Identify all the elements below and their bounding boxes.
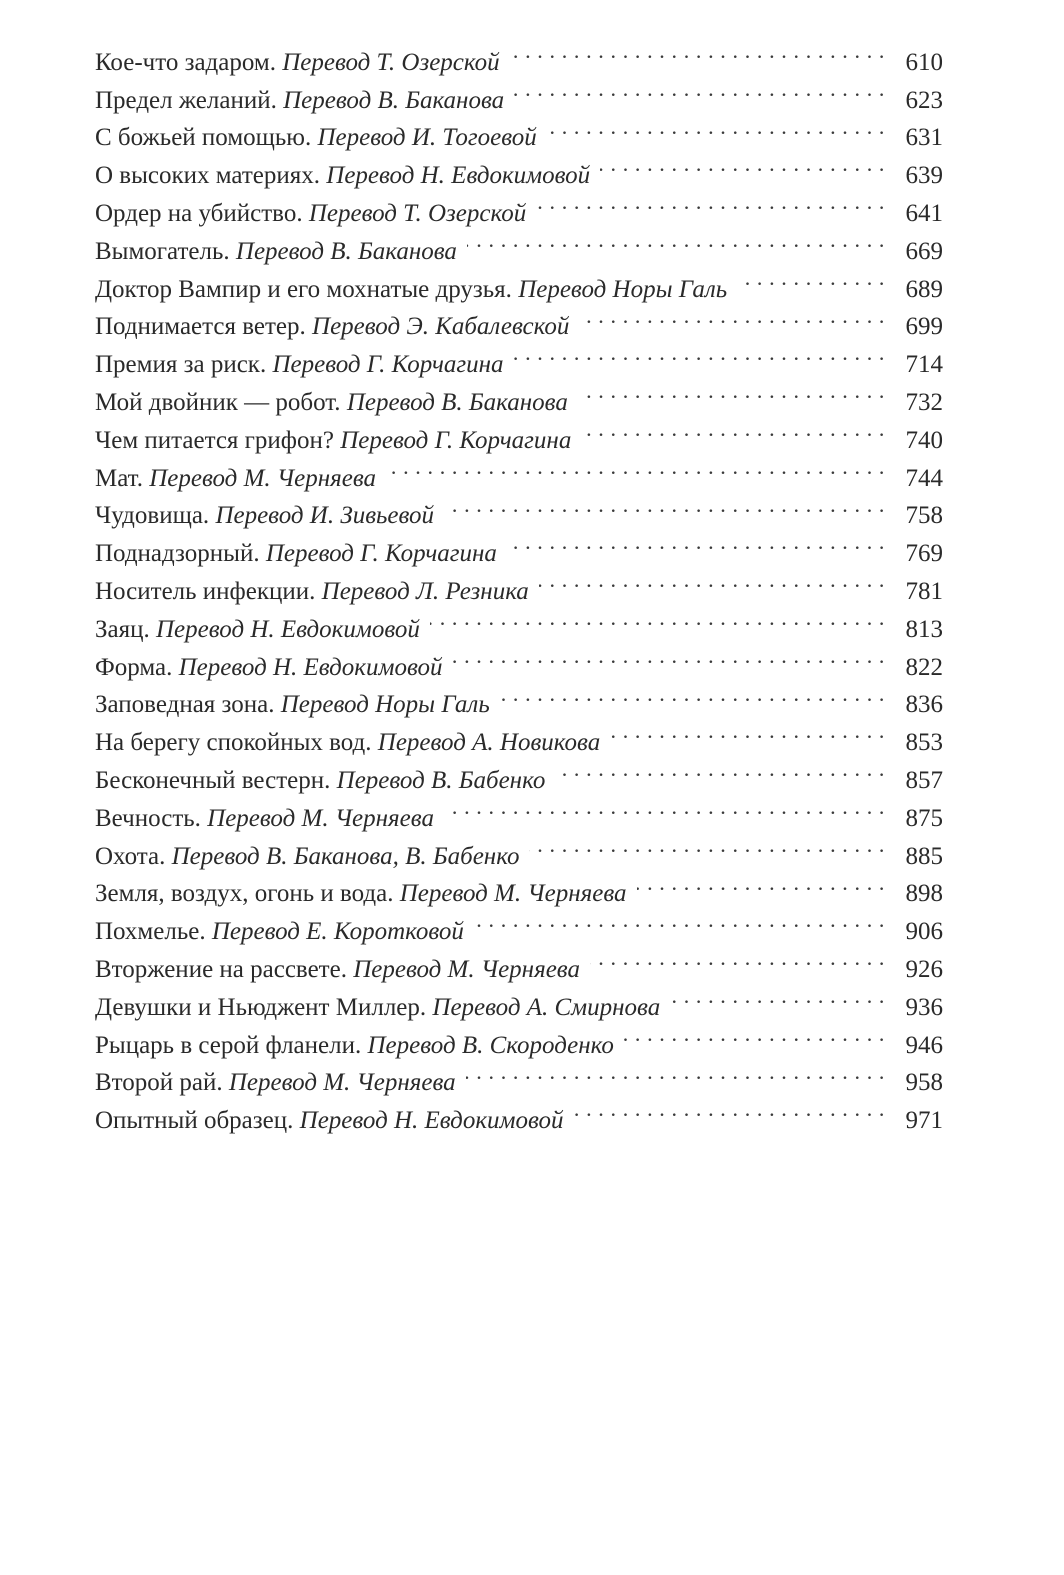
entry-page-number: 699 <box>905 313 943 341</box>
entry-title: Мой двойник — робот. <box>95 388 341 416</box>
table-of-contents <box>95 32 943 1135</box>
dot-leader <box>452 637 889 675</box>
entry-page-number: 813 <box>905 615 943 643</box>
entry-translator: Перевод В. Баканова <box>283 86 505 114</box>
entry-page-number: 946 <box>905 1031 943 1059</box>
entry-translator: Перевод Н. Евдокимовой <box>178 653 443 681</box>
entry-title: Охота. <box>95 842 166 870</box>
dot-leader <box>539 561 889 599</box>
entry-page-number: 875 <box>905 804 943 832</box>
dot-leader <box>547 108 889 146</box>
entry-title: Похмелье. <box>95 918 206 946</box>
entry-title: С божьей помощью. <box>95 124 312 152</box>
entry-translator: Перевод И. Зивьевой <box>215 502 435 530</box>
dot-leader <box>578 372 889 410</box>
entry-title: Опытный образец. <box>95 1107 294 1135</box>
entry-title: Рыцарь в серой фланели. <box>95 1031 362 1059</box>
entry-title: Поднимается ветер. <box>95 313 306 341</box>
entry-title: Земля, воздух, огонь и вода. <box>95 880 394 908</box>
entry-translator: Перевод Г. Корчагина <box>340 426 572 454</box>
entry-title: Бесконечный вестерн. <box>95 766 331 794</box>
dot-leader <box>637 864 889 902</box>
dot-leader <box>510 32 889 70</box>
entry-page-number: 936 <box>905 993 943 1021</box>
entry-page-number: 853 <box>905 729 943 757</box>
entry-page-number: 885 <box>905 842 943 870</box>
entry-title: Второй рай. <box>95 1069 223 1097</box>
entry-translator: Перевод М. Черняева <box>149 464 377 492</box>
entry-title: Доктор Вампир и его мохнатые друзья. <box>95 275 512 303</box>
entry-page-number: 639 <box>905 162 943 190</box>
entry-translator: Перевод Е. Коротковой <box>211 918 464 946</box>
dot-leader <box>581 410 889 448</box>
entry-page-number: 822 <box>905 653 943 681</box>
entry-translator: Перевод М. Черняева <box>399 880 627 908</box>
entry-page-number: 906 <box>905 918 943 946</box>
dot-leader <box>466 1053 889 1091</box>
entry-translator: Перевод Норы Галь <box>280 691 490 719</box>
entry-page-number: 669 <box>905 237 943 265</box>
entry-page-number: 857 <box>905 766 943 794</box>
entry-title: Вымогатель. <box>95 237 230 265</box>
entry-title: Чем питается грифон? <box>95 426 334 454</box>
entry-page-number: 641 <box>905 199 943 227</box>
entry-page-number: 631 <box>905 124 943 152</box>
entry-page-number: 769 <box>905 540 943 568</box>
entry-translator: Перевод Н. Евдокимовой <box>299 1107 564 1135</box>
entry-page-number: 740 <box>905 426 943 454</box>
entry-title: Девушки и Ньюджент Миллер. <box>95 993 427 1021</box>
entry-title: Форма. <box>95 653 173 681</box>
entry-page-number: 781 <box>905 577 943 605</box>
dot-leader <box>600 145 889 183</box>
entry-translator: Перевод М. Черняева <box>228 1069 456 1097</box>
entry-translator: Перевод В. Бабенко <box>336 766 546 794</box>
entry-page-number: 758 <box>905 502 943 530</box>
entry-title: Ордер на убийство. <box>95 199 303 227</box>
entry-title: Мат. <box>95 464 143 492</box>
entry-translator: Перевод И. Тогоевой <box>317 124 537 152</box>
entry-translator: Перевод Норы Галь <box>518 275 728 303</box>
entry-title: Вечность. <box>95 804 201 832</box>
dot-leader <box>514 70 889 108</box>
dot-leader <box>737 259 889 297</box>
dot-leader <box>590 939 889 977</box>
dot-leader <box>529 826 889 864</box>
dot-leader <box>430 599 889 637</box>
dot-leader <box>386 448 889 486</box>
dot-leader <box>579 297 889 335</box>
entry-translator: Перевод А. Смирнова <box>432 993 661 1021</box>
entry-page-number: 714 <box>905 351 943 379</box>
dot-leader <box>610 712 889 750</box>
entry-translator: Перевод Н. Евдокимовой <box>156 615 420 643</box>
entry-title: Заповедная зона. <box>95 691 275 719</box>
entry-title: Вторжение на рассвете. <box>95 955 347 983</box>
entry-title: Заяц. <box>95 615 150 643</box>
entry-translator: Перевод Т. Озерской <box>308 199 527 227</box>
entry-translator: Перевод Э. Кабалевской <box>312 313 570 341</box>
dot-leader <box>467 221 889 259</box>
dot-leader <box>474 901 889 939</box>
entry-translator: Перевод В. Баканова <box>235 237 457 265</box>
entry-page-number: 610 <box>905 48 943 76</box>
entry-page-number: 971 <box>905 1107 943 1135</box>
dot-leader <box>670 977 889 1015</box>
entry-translator: Перевод Т. Озерской <box>282 48 500 76</box>
entry-translator: Перевод Г. Корчагина <box>265 540 497 568</box>
dot-leader <box>555 750 889 788</box>
entry-translator: Перевод В. Баканова, В. Бабенко <box>171 842 520 870</box>
entry-title: Носитель инфекции. <box>95 577 316 605</box>
entry-translator: Перевод В. Скороденко <box>367 1031 614 1059</box>
entry-page-number: 958 <box>905 1069 943 1097</box>
dot-leader <box>624 1015 889 1053</box>
entry-page-number: 689 <box>905 275 943 303</box>
entry-title: Поднадзорный. <box>95 540 260 568</box>
entry-translator: Перевод М. Черняева <box>207 804 434 832</box>
entry-title: Премия за риск. <box>95 351 267 379</box>
entry-page-number: 926 <box>905 955 943 983</box>
entry-page-number: 898 <box>905 880 943 908</box>
entry-translator: Перевод М. Черняева <box>353 955 580 983</box>
entry-translator: Перевод В. Баканова <box>346 388 568 416</box>
dot-leader <box>444 788 889 826</box>
dot-leader <box>514 334 889 372</box>
entry-translator: Перевод Н. Евдокимовой <box>326 162 591 190</box>
toc-entry[interactable] <box>95 32 943 76</box>
entry-page-number: 836 <box>905 691 943 719</box>
entry-translator: Перевод Г. Корчагина <box>272 351 504 379</box>
entry-title: Чудовища. <box>95 502 210 530</box>
dot-leader <box>574 1090 890 1128</box>
dot-leader <box>507 523 889 561</box>
entry-page-number: 623 <box>905 86 943 114</box>
dot-leader <box>444 486 889 524</box>
entry-title: Кое-что задаром. <box>95 48 276 76</box>
entry-title: На берегу спокойных вод. <box>95 729 372 757</box>
dot-leader <box>500 675 889 713</box>
entry-title: Предел желаний. <box>95 86 277 114</box>
entry-translator: Перевод А. Новикова <box>377 729 601 757</box>
entry-page-number: 732 <box>905 388 943 416</box>
entry-title: О высоких материях. <box>95 162 321 190</box>
entry-translator: Перевод Л. Резника <box>321 577 529 605</box>
dot-leader <box>536 183 889 221</box>
entry-page-number: 744 <box>905 464 943 492</box>
